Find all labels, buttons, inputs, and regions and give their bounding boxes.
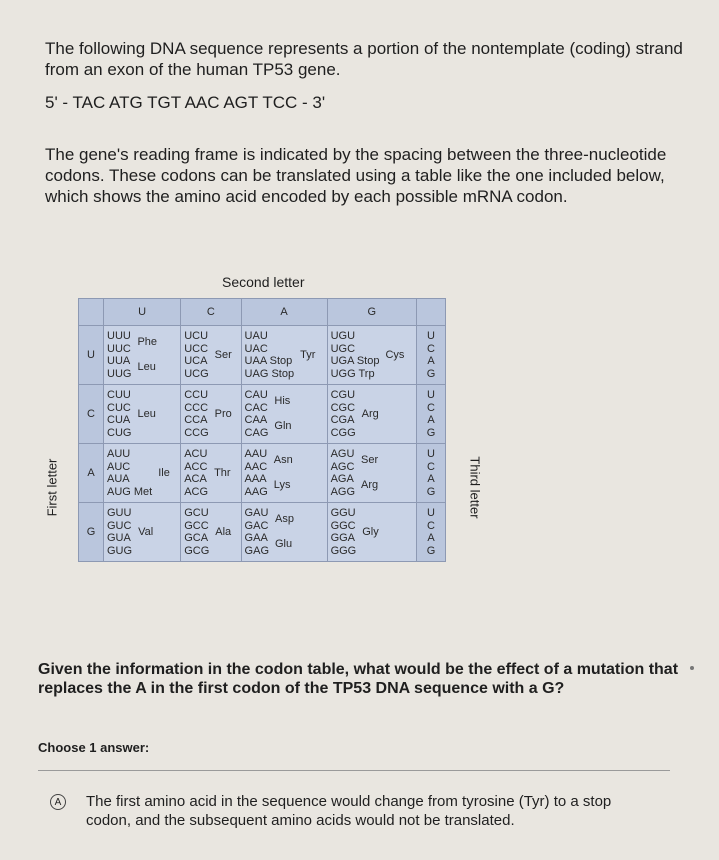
codon: AAG [244, 485, 268, 498]
third-letter: U [427, 389, 435, 401]
amino-acid: Tyr [300, 348, 316, 361]
codon: GGU [330, 507, 356, 519]
codon: CAC [244, 401, 268, 414]
codon-row [79, 503, 446, 562]
choice-radio[interactable]: A [50, 794, 66, 810]
codon: GUC [107, 519, 132, 532]
third-letters [417, 326, 446, 385]
column-header: A [241, 299, 327, 326]
codon: GAG [244, 544, 269, 557]
codon: GCC [184, 519, 209, 532]
codon: CCA [184, 414, 208, 426]
codon: AAA [244, 473, 267, 485]
codon-cell [181, 326, 241, 385]
third-letter: C [427, 519, 435, 532]
codon: UAC [244, 342, 268, 355]
choice-text: The first amino acid in the sequence would change from tyrosine (Tyr) to a stop codon, and the subsequent amino acids would not be translated. [86, 793, 612, 829]
codon-cell [241, 385, 327, 444]
amino-acid: Asp [275, 513, 294, 526]
codon: CGA [330, 414, 355, 426]
codon: CGG [330, 426, 356, 439]
codon-cell [104, 503, 181, 562]
codon-cell [181, 385, 241, 444]
header-corner [417, 299, 446, 326]
third-letters [417, 444, 446, 503]
amino-acid: Ser [214, 348, 232, 361]
amino-acid: Leu [137, 361, 156, 374]
amino-acid: Ile [158, 466, 170, 479]
codon: GCU [184, 507, 209, 519]
amino-acid: Pro [214, 407, 232, 420]
codon: CUC [107, 401, 131, 414]
codon: UUC [107, 342, 131, 355]
codon: AAU [244, 448, 268, 460]
codon: AGA [330, 473, 354, 485]
codon: AUA [107, 473, 130, 485]
codon-table [78, 298, 446, 562]
codon: GUA [107, 532, 131, 544]
choose-label: Choose 1 answer: [38, 740, 150, 755]
header-corner [79, 299, 104, 326]
codon-cell [327, 385, 416, 444]
codon-cell [241, 444, 327, 503]
codon-row [79, 444, 446, 503]
third-letters [417, 503, 446, 562]
codon-cell [104, 385, 181, 444]
amino-acid: Phe [137, 336, 158, 349]
codon: GAC [244, 519, 269, 532]
amino-acid: Asn [273, 454, 293, 467]
codon: CCC [184, 401, 209, 414]
third-letter: G [426, 485, 436, 498]
codon: CCG [184, 426, 209, 439]
codon: CAG [244, 426, 269, 439]
first-letter: C [79, 385, 104, 444]
codon: AUU [107, 448, 131, 460]
third-letter: C [427, 460, 435, 473]
codon-table-header-row [79, 299, 446, 326]
third-letter: G [426, 544, 436, 557]
codon: GGC [330, 519, 356, 532]
third-letter: A [427, 473, 435, 485]
codon: GUU [107, 507, 132, 519]
codon: CAA [244, 414, 268, 426]
codon: UGC [330, 342, 356, 355]
codon: GGA [330, 532, 356, 544]
codon-cell [181, 444, 241, 503]
third-letters [417, 385, 446, 444]
third-letter: G [426, 426, 436, 439]
column-header: G [327, 299, 416, 326]
codon: UCA [184, 355, 208, 367]
codon: GCA [184, 532, 209, 544]
amino-acid: Arg [361, 479, 379, 492]
third-letter: C [427, 401, 435, 414]
answer-choice-a[interactable] [50, 792, 670, 830]
question-prompt: Given the information in the codon table, what would be the effect of a mutation that replaces the A in the first codon of the TP53 DNA sequence with a G? [38, 661, 679, 697]
codon-row [79, 385, 446, 444]
first-letter-label: First letter [44, 458, 60, 517]
codon: GAA [244, 532, 268, 544]
first-letter: U [79, 326, 104, 385]
third-letter: G [426, 367, 436, 380]
first-letter: A [79, 444, 104, 503]
column-header: C [181, 299, 241, 326]
codon: AGG [330, 485, 356, 498]
codon: UAA Stop [244, 355, 293, 367]
codon-table-figure [44, 272, 483, 622]
codon: GUG [107, 544, 133, 557]
codon: CUG [107, 426, 132, 439]
codon: CUU [107, 389, 131, 401]
amino-acid: Thr [214, 466, 231, 479]
codon: UCG [184, 367, 209, 380]
dna-sequence: 5' - TAC ATG TGT AAC AGT TCC - 3' [45, 93, 326, 112]
codon: GAU [244, 507, 269, 519]
divider [38, 770, 670, 771]
codon: UUA [107, 355, 131, 367]
codon: UAG Stop [244, 367, 295, 380]
first-letter: G [79, 503, 104, 562]
third-letter: A [427, 355, 435, 367]
codon-cell [104, 444, 181, 503]
codon: GGG [330, 544, 357, 557]
amino-acid: Cys [385, 348, 405, 361]
codon: UCC [184, 342, 209, 355]
codon: AGC [330, 460, 355, 473]
codon-table-body [79, 326, 446, 562]
codon: AUG Met [107, 485, 153, 498]
codon: UUU [107, 330, 131, 342]
codon: GCG [184, 544, 210, 557]
codon: ACG [184, 485, 209, 498]
codon: AAC [244, 460, 268, 473]
third-letter: U [427, 507, 435, 519]
codon: CUA [107, 414, 131, 426]
codon: UUG [107, 367, 132, 380]
third-letter: U [427, 330, 435, 342]
codon-cell [327, 444, 416, 503]
second-letter-label: Second letter [222, 274, 305, 290]
amino-acid: Gly [362, 525, 379, 538]
codon: CCU [184, 389, 209, 401]
codon-row [79, 326, 446, 385]
codon: UCU [184, 330, 209, 342]
codon: ACC [184, 460, 208, 473]
codon: ACU [184, 448, 208, 460]
codon: UGG Trp [330, 367, 375, 380]
codon: ACA [184, 473, 207, 485]
amino-acid: Arg [361, 407, 379, 420]
amino-acid: Lys [273, 479, 291, 492]
intro-text: The following DNA sequence represents a portion of the nontemplate (coding) strand from an exon of the human TP53 gene. [45, 39, 683, 79]
third-letter: U [427, 448, 435, 460]
codon: CAU [244, 389, 268, 401]
amino-acid: His [274, 395, 291, 408]
codon-cell [241, 503, 327, 562]
third-letter: C [427, 342, 435, 355]
amino-acid: Glu [275, 538, 293, 551]
amino-acid: Leu [137, 407, 156, 420]
codon-cell [241, 326, 327, 385]
amino-acid: Ser [361, 454, 379, 467]
third-letter: A [427, 414, 435, 426]
decorative-dot [690, 666, 694, 670]
codon: AUC [107, 460, 131, 473]
codon: CGC [330, 401, 356, 414]
codon: CGU [330, 389, 356, 401]
amino-acid: Ala [215, 525, 232, 538]
codon-cell [104, 326, 181, 385]
codon: AGU [330, 448, 355, 460]
third-letter-label: Third letter [467, 456, 483, 519]
codon: UGA Stop [330, 355, 380, 367]
codon: UGU [330, 330, 356, 342]
amino-acid: Val [138, 525, 154, 538]
codon: UAU [244, 330, 268, 342]
reading-frame-text: The gene's reading frame is indicated by the spacing between the three-nucleotide codons. These codons can be translated using a table like the one included below, which shows the amino acid encoded by each possible mRNA codon. [45, 145, 667, 206]
amino-acid: Gln [274, 420, 292, 433]
codon-cell [181, 503, 241, 562]
column-header: U [104, 299, 181, 326]
codon-cell [327, 503, 416, 562]
codon-cell [327, 326, 416, 385]
third-letter: A [427, 532, 435, 544]
